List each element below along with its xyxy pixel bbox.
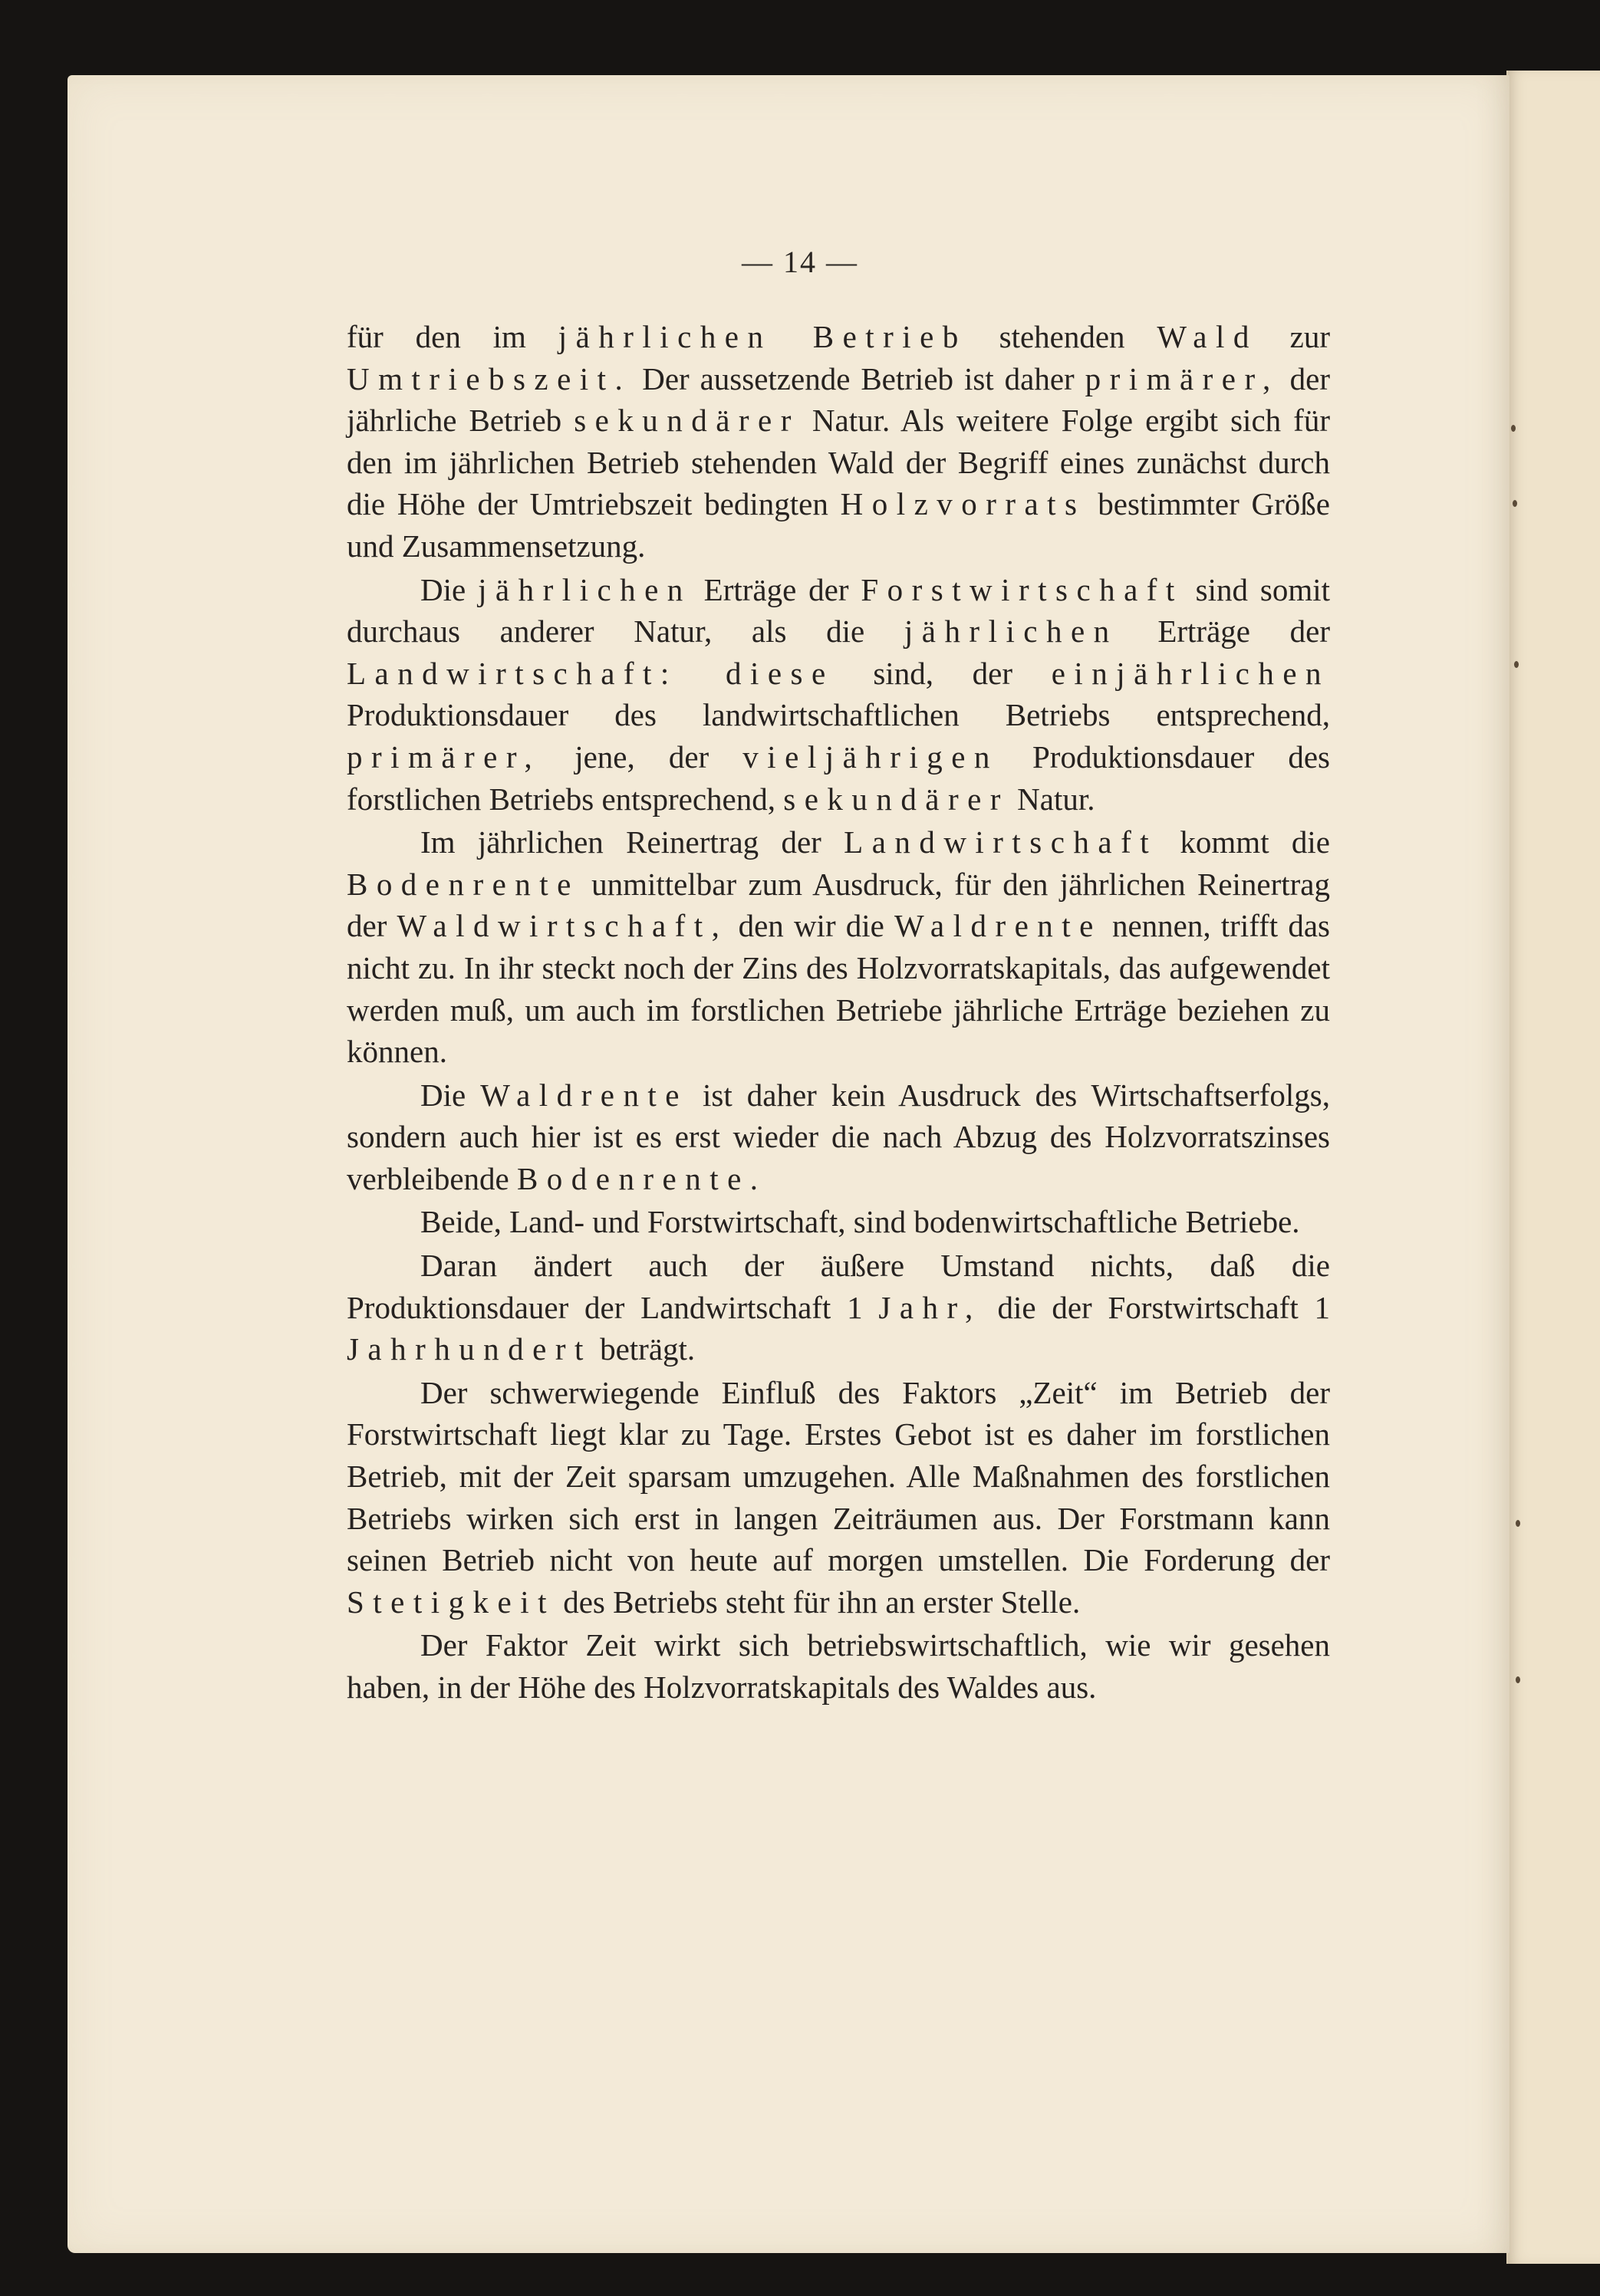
body-text [347, 316, 1330, 1710]
page-number: — 14 — [742, 245, 858, 279]
paragraph [347, 1624, 1330, 1708]
spaced-emphasis: jährlichen Betrieb [558, 319, 967, 354]
page-mark [1516, 1520, 1520, 1527]
page-mark [1514, 661, 1519, 668]
paragraph [347, 569, 1330, 821]
paragraph [347, 316, 1330, 567]
text-segment: Produktionsdauer des forstlichen Betriebs entsprechend, [347, 738, 1330, 817]
paragraph [347, 1201, 1330, 1243]
spaced-emphasis: Bodenrente [347, 866, 580, 902]
text-segment: nennen, trifft das nicht zu. In ihr steckt noch der Zins des Holzvorratskapitals, das aufgewendet werden muß, um auch im forstlichen Betriebe jährliche Erträge beziehen zu können. [347, 908, 1330, 1070]
text-segment: Beide, Land- und Forstwirtschaft, sind bodenwirtschaftliche Betriebe. [420, 1204, 1300, 1240]
text-segment: stehenden [966, 319, 1157, 354]
paragraph [347, 1372, 1330, 1623]
text-segment: den wir die [728, 908, 895, 944]
text-segment: kommt die [1157, 824, 1330, 860]
text-segment: Die [420, 1077, 481, 1113]
paragraph [347, 821, 1330, 1073]
page-mark [1513, 500, 1517, 507]
text-segment: des Betriebs steht für ihn an erster Stelle. [555, 1584, 1081, 1620]
spaced-emphasis: Jahr, [878, 1289, 982, 1325]
spaced-emphasis: Waldrente [894, 908, 1102, 944]
spaced-emphasis: sekundärer [783, 781, 1009, 817]
text-segment: Natur. Als weitere Folge ergibt sich für den im jährlichen Betrieb stehenden Wald der Begriff eines zunächst durch die Höhe der Umtriebszeit bedingten [347, 403, 1330, 522]
text-segment: beträgt. [591, 1331, 696, 1367]
spaced-emphasis: Holzvorrats [840, 486, 1086, 522]
spaced-emphasis: Forstwirtschaft [861, 571, 1184, 607]
spaced-emphasis: Waldwirtschaft, [397, 908, 729, 944]
spaced-emphasis: jährlichen [904, 613, 1118, 650]
page-mark [1511, 425, 1516, 432]
spaced-emphasis: primärer, [1085, 360, 1279, 396]
text-segment: Produktionsdauer des landwirtschaftlichen Betriebs entsprechend, [347, 697, 1330, 733]
spaced-emphasis: Landwirtschaft: diese [347, 655, 835, 691]
text-segment: bestimmter Größe und Zusammensetzung. [347, 486, 1331, 564]
spaced-emphasis: vieljährigen [742, 738, 999, 775]
text-segment: zur [1257, 319, 1330, 354]
text-segment: ist daher kein Ausdruck des Wirtschaftserfolgs, sondern auch hier ist es erst wieder die nach Abzug des Holzvorratszinses verbleibende [347, 1077, 1330, 1196]
spaced-emphasis: Waldrente [480, 1077, 688, 1113]
text-segment: jene, der [541, 738, 743, 775]
text-segment: Die [420, 571, 479, 607]
spaced-emphasis: jährlichen [478, 571, 692, 607]
facing-page-edge [1506, 71, 1600, 2264]
spaced-emphasis: einjährlichen [1051, 655, 1330, 691]
text-segment: sind, der [834, 655, 1052, 691]
spaced-emphasis: Stetigkeit [347, 1584, 555, 1620]
spaced-emphasis: primärer, [347, 738, 542, 775]
text-segment: Der schwerwiegende Einfluß des Faktors „Zeit“ im Betrieb der Forstwirtschaft liegt klar zu Tage. Erstes Gebot ist es daher im forstlichen Betrieb, mit der Zeit sparsam umzugehen. Alle Maßnahmen des forstlichen Betriebs wirken sich erst in langen Zeiträumen aus. Der Forstmann kann seinen Betrieb nicht von heute auf morgen umstellen. Die Forderung der [347, 1374, 1330, 1578]
text-segment: der jährliche Betrieb [347, 360, 1330, 439]
page-mark [1516, 1676, 1520, 1683]
text-segment: Im jährlichen Reinertrag der [420, 824, 844, 860]
text-segment: Erträge der [1118, 613, 1330, 650]
spaced-emphasis: Landwirtschaft [844, 824, 1158, 860]
paragraph [347, 1074, 1330, 1200]
spaced-emphasis: Bodenrente. [516, 1160, 767, 1196]
text-segment: die der Forstwirtschaft 1 [981, 1289, 1331, 1325]
text-segment: sind somit durchaus anderer Natur, als die [347, 571, 1330, 650]
paragraph [347, 1245, 1330, 1370]
text-segment: Erträge der [691, 571, 861, 607]
spaced-emphasis: sekundärer [574, 403, 800, 439]
spaced-emphasis: Jahrhundert [347, 1331, 592, 1367]
spaced-emphasis: Umtriebszeit. [347, 360, 632, 396]
text-segment: unmittelbar zum Ausdruck, für den jährlichen Reinertrag der [347, 866, 1330, 944]
text-segment: Der Faktor Zeit wirkt sich betriebswirtschaftlich, wie wir gesehen haben, in der Höhe des Holzvorratskapitals des Waldes aus. [347, 1627, 1330, 1705]
spaced-emphasis: Wald [1157, 319, 1258, 354]
text-segment: Natur. [1009, 781, 1095, 817]
text-segment: Daran ändert auch der äußere Umstand nichts, daß die Produktionsdauer der Landwirtschaft 1 [347, 1248, 1330, 1325]
text-segment: Der aussetzende Betrieb ist daher [631, 360, 1085, 396]
text-segment: für den im [347, 319, 558, 354]
